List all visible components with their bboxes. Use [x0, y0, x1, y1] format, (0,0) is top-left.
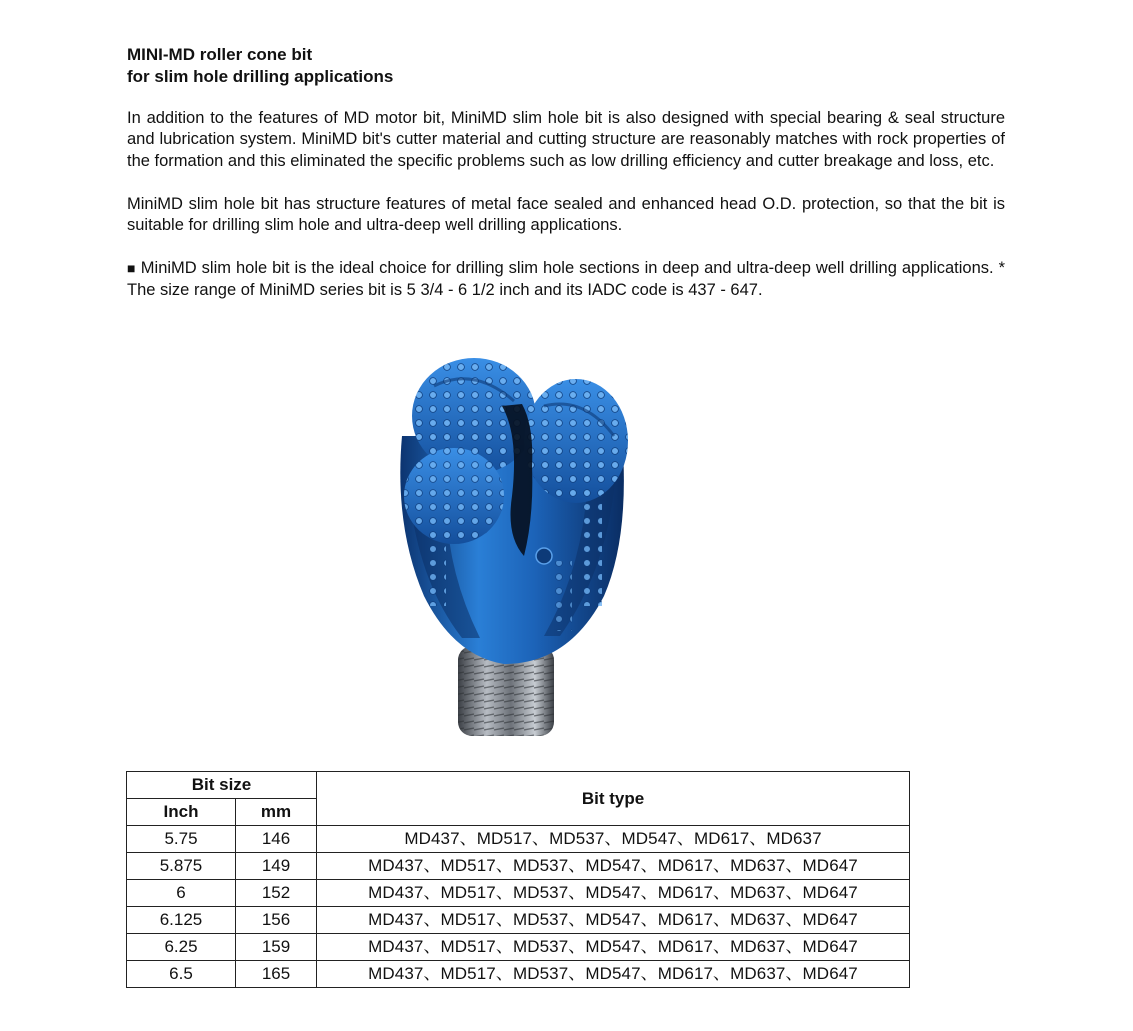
cell-inch: 6.5 — [127, 961, 236, 988]
cell-inch: 5.75 — [127, 826, 236, 853]
cell-mm: 159 — [236, 934, 317, 961]
cell-mm: 146 — [236, 826, 317, 853]
header-bit-type: Bit type — [317, 772, 910, 826]
bit-size-table — [126, 771, 910, 988]
cell-inch: 5.875 — [127, 853, 236, 880]
cell-bit-types: MD437、MD517、MD537、MD547、MD617、MD637、MD647 — [317, 853, 910, 880]
cell-bit-types: MD437、MD517、MD537、MD547、MD617、MD637、MD647 — [317, 880, 910, 907]
paragraph-structure: MiniMD slim hole bit has structure features of metal face sealed and enhanced head O.D. protection, so that the bit is suitable for drilling slim hole and ultra-deep well drilling applications. — [127, 194, 1005, 235]
cell-mm: 165 — [236, 961, 317, 988]
table-row — [127, 880, 910, 907]
table-row — [127, 961, 910, 988]
bullet-square-icon: ■ — [127, 260, 136, 277]
paragraph-features: In addition to the features of MD motor bit, MiniMD slim hole bit is also designed with special bearing & seal structure and lubrication system. MiniMD bit's cutter material and cutting structure are reasonably matches with rock properties of the formation and this eliminated the specific problems such as low drilling efficiency and cutter breakage and loss, etc. — [127, 109, 1005, 170]
roller-cone-bit-image — [384, 346, 646, 738]
table-row — [127, 826, 910, 853]
cell-mm: 156 — [236, 907, 317, 934]
cell-bit-types: MD437、MD517、MD537、MD547、MD617、MD637、MD647 — [317, 934, 910, 961]
cell-bit-types: MD437、MD517、MD537、MD547、MD617、MD637 — [317, 826, 910, 853]
document-page — [127, 44, 1005, 301]
table-row — [127, 934, 910, 961]
header-inch: Inch — [127, 799, 236, 826]
table-body — [127, 826, 910, 988]
table-header-row — [127, 772, 910, 799]
table-row — [127, 907, 910, 934]
cell-mm: 149 — [236, 853, 317, 880]
cell-inch: 6.25 — [127, 934, 236, 961]
paragraph-ideal-choice — [127, 258, 1005, 301]
cell-bit-types: MD437、MD517、MD537、MD547、MD617、MD637、MD647 — [317, 961, 910, 988]
cell-mm: 152 — [236, 880, 317, 907]
header-mm: mm — [236, 799, 317, 826]
cell-bit-types: MD437、MD517、MD537、MD547、MD617、MD637、MD647 — [317, 907, 910, 934]
title-line-2: for slim hole drilling applications — [127, 67, 394, 86]
cell-inch: 6.125 — [127, 907, 236, 934]
paragraph-ideal-choice-text: MiniMD slim hole bit is the ideal choice for drilling slim hole sections in deep and ultra-deep well drilling applications. * The size range of MiniMD series bit is 5 3/4 - 6 1/2 inch and its IADC code is 437 - 647. — [127, 259, 1005, 299]
cell-inch: 6 — [127, 880, 236, 907]
title-line-1: MINI-MD roller cone bit — [127, 45, 313, 64]
header-bit-size: Bit size — [127, 772, 317, 799]
table-row — [127, 853, 910, 880]
document-title — [127, 44, 1005, 88]
